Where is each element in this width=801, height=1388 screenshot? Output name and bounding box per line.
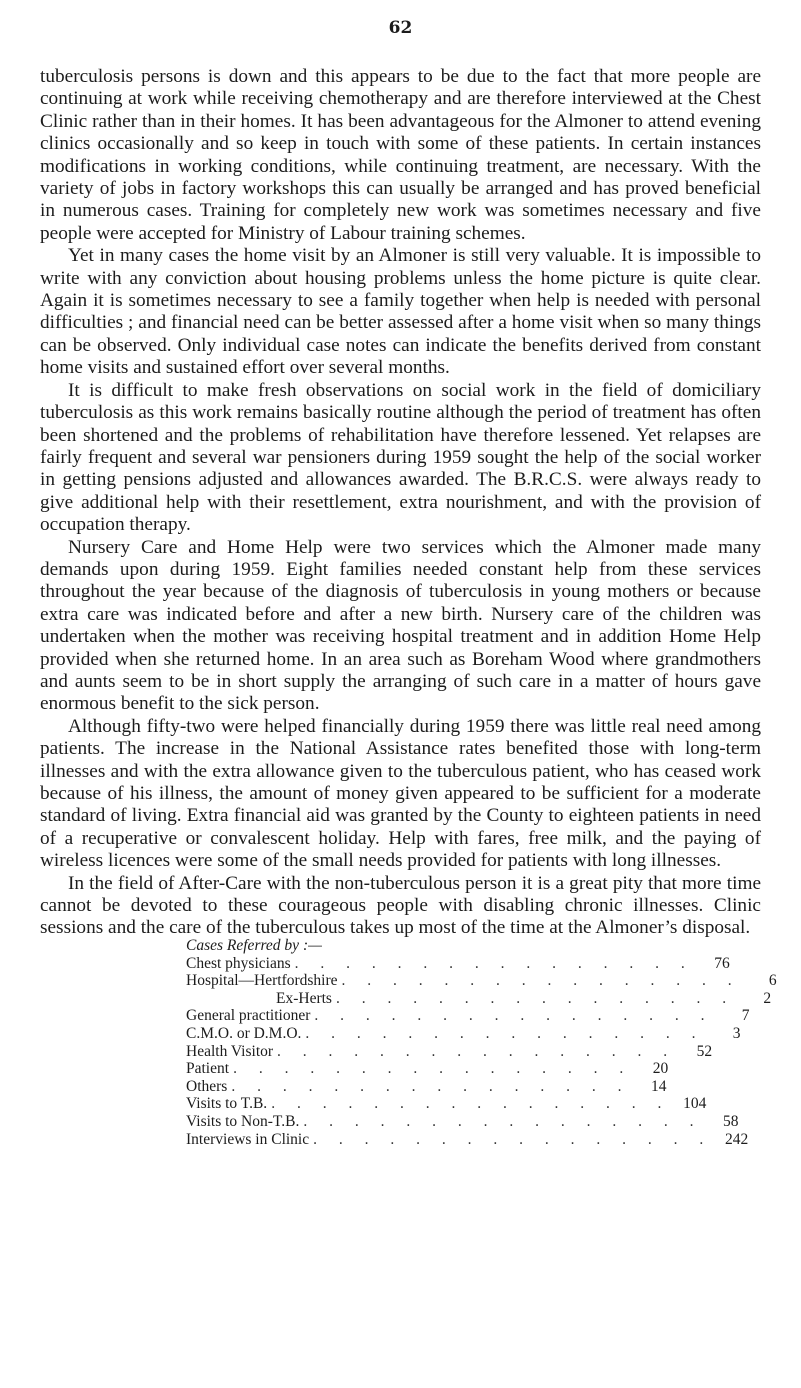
- table-row: [186, 954, 730, 973]
- row-value: 7: [741, 1007, 750, 1025]
- table-row: [186, 1095, 707, 1113]
- table-row: [186, 1077, 667, 1096]
- row-label: Chest physicians: [186, 954, 291, 972]
- row-label: Ex-Herts: [276, 989, 332, 1007]
- dot-leader: . . . . . . . . . . . . . . . .: [303, 1112, 703, 1130]
- cases-heading: Cases Referred by :—: [186, 937, 322, 954]
- dot-leader: . . . . . . . . . . . . . . . .: [314, 1007, 714, 1025]
- paragraph-1: tuberculosis persons is down and this appears to be due to the fact that more people are continuing at work while receiving chemotherapy and are therefore interviewed at the Chest Clinic rather than in their homes. It has been advantageous for the Almoner to attend evening clinics occasionally and so keep in touch with some of these patients. In certain instances modifications in working conditions, while continuing treatment, are necessary. With the variety of jobs in factory workshops this can usually be arranged and has proved beneficial in numerous cases. Training for completely new work was sometimes necessary and five people were accepted for Ministry of Labour training schemes.: [40, 66, 761, 244]
- paragraph-3: It is difficult to make fresh observations on social work in the field of domiciliary tuberculosis as this work remains basically routine although the period of treatment has often been shortened and the problems of rehabilitation have therefore lessened. Yet relapses are fairly frequent and several war pensioners during 1959 sought the help of the social worker in getting pensions adjusted and allowances awarded. The B.R.C.S. were always ready to give additional help with their resettlement, extra nourishment, and with the provision of occupation therapy.: [40, 379, 761, 536]
- row-label: C.M.O. or D.M.O.: [186, 1024, 302, 1042]
- table-row: [186, 1042, 713, 1061]
- dot-leader: . . . . . . . . . . . . . . . .: [233, 1060, 633, 1078]
- body-text: [40, 66, 761, 940]
- paragraph-6: In the field of After-Care with the non-tuberculous person it is a great pity that more time cannot be devoted to these courageous people with disabling chronic illnesses. Clinic sessions and the care of the tuberculous takes up most of the time at the Almoner’s disposal.: [40, 872, 761, 939]
- table-row: [186, 989, 772, 1008]
- row-label: Patient: [186, 1060, 230, 1078]
- row-label: General practitioner: [186, 1007, 311, 1025]
- page-number: 62: [388, 18, 413, 38]
- row-value: 76: [714, 954, 730, 972]
- table-row: [186, 1024, 741, 1043]
- row-value: 2: [763, 989, 772, 1007]
- dot-leader: . . . . . . . . . . . . . . . .: [313, 1130, 713, 1148]
- row-value: 20: [652, 1060, 669, 1078]
- row-value: 6: [768, 972, 777, 990]
- dot-leader: . . . . . . . . . . . . . . . .: [231, 1077, 631, 1095]
- table-row: [186, 1112, 739, 1131]
- row-value: 52: [696, 1042, 713, 1060]
- row-label: Health Visitor: [186, 1042, 274, 1060]
- row-label: Others: [186, 1077, 228, 1095]
- dot-leader: . . . . . . . . . . . . . . . .: [277, 1042, 677, 1060]
- dot-leader: . . . . . . . . . . . . . . . .: [294, 954, 694, 972]
- row-label: Hospital—Hertfordshire: [186, 972, 338, 990]
- cases-referred-table: [186, 937, 777, 1148]
- row-label: Interviews in Clinic: [186, 1130, 310, 1148]
- row-label: Visits to T.B.: [186, 1095, 268, 1113]
- row-value: 14: [650, 1077, 667, 1095]
- row-value: 3: [732, 1024, 741, 1042]
- row-value: 104: [683, 1095, 707, 1113]
- row-value: 58: [722, 1112, 739, 1130]
- table-row: [186, 972, 777, 990]
- paragraph-5: Although fifty-two were helped financially during 1959 there was little real need among patients. The increase in the National Assistance rates benefited those with long-term illnesses and with the extra allowance given to the tuberculous patient, who has ceased work because of his illness, the amount of money given appeared to be sufficient for a moderate standard of living. Extra financial aid was granted by the County to eighteen patients in need of a recuperative or convalescent holiday. Help with fares, free milk, and the paying of wireless licences were some of the small needs provided for patients with long illnesses.: [40, 715, 761, 872]
- dot-leader: . . . . . . . . . . . . . . . .: [271, 1095, 671, 1113]
- table-row: [186, 1007, 750, 1025]
- table-row: [186, 1130, 749, 1149]
- dot-leader: . . . . . . . . . . . . . . . .: [335, 989, 736, 1007]
- paragraph-4: Nursery Care and Home Help were two services which the Almoner made many demands upon during 1959. Eight families needed constant help from these services throughout the year because of the diagnosis of tuberculosis in young mothers or because extra care was indicated before and after a new birth. Nursery care of the children was undertaken when the mother was receiving hospital treatment and in addition Home Help provided when she returned home. In an area such as Boreham Wood where grandmothers and aunts seem to be in short supply the arranging of such care in a matter of hours gave enormous benefit to the sick person.: [40, 536, 761, 715]
- dot-leader: . . . . . . . . . . . . . . . .: [341, 972, 741, 990]
- row-label: Visits to Non-T.B.: [186, 1112, 300, 1130]
- dot-leader: . . . . . . . . . . . . . . . .: [305, 1024, 705, 1042]
- paragraph-2: Yet in many cases the home visit by an Almoner is still very valuable. It is impossible to write with any conviction about housing problems unless the home picture is quite clear. Again it is sometimes necessary to see a family together when help is needed with personal difficulties ; and financial need can be better assessed after a home visit when so many things can be observed. Only individual case notes can indicate the benefits derived from constant home visits and sustained effort over several months.: [40, 245, 761, 379]
- row-value: 242: [725, 1130, 749, 1148]
- table-row: [186, 1060, 669, 1078]
